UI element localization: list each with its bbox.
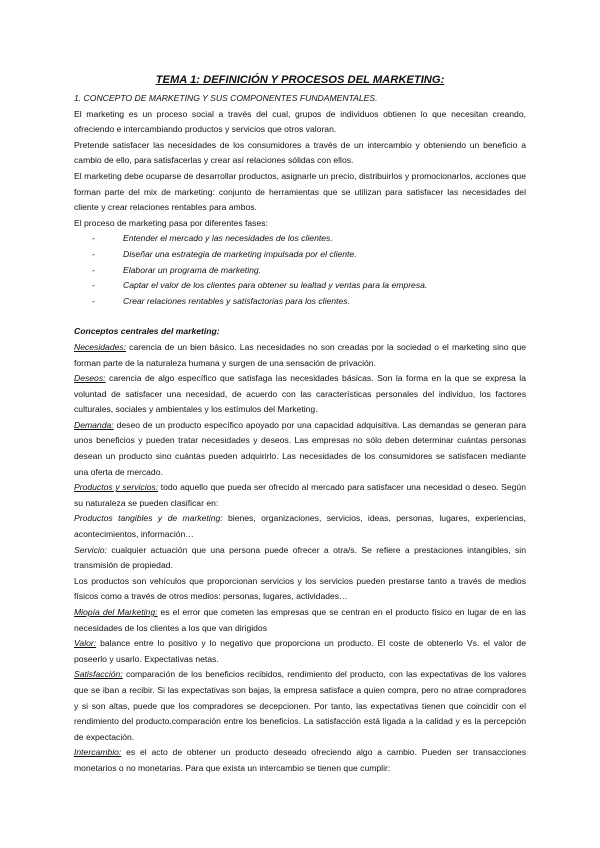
term-satisfaction: Satisfacción: bbox=[74, 669, 123, 680]
list-item-text: Entender el mercado y las necesidades de los clientes. bbox=[123, 233, 333, 244]
definition-demand: deseo de un producto específico apoyado por una capacidad adquisitiva. Las demandas se generan para unos beneficios y pueden tratar necesidades y deseos. Las empresas no sólo deben determinar cuántas personas desean un producto sino cuántas pueden adquirirlo. Las necesidades de los consumidores se satisfacen mediante una oferta de mercado. bbox=[74, 419, 526, 477]
spacer bbox=[74, 309, 526, 324]
list-item-text: Diseñar una estrategia de marketing impulsada por el cliente. bbox=[123, 248, 357, 259]
concept-value bbox=[74, 636, 526, 667]
definition-service: cualquier actuación que una persona puede ofrecer a otra/s. Se refiere a prestaciones intangibles, sin transmisión de propiedad. bbox=[74, 544, 526, 571]
term-demand: Demanda: bbox=[74, 419, 114, 430]
paragraph-1: El marketing es un proceso social a través del cual, grupos de individuos obtienen lo que necesitan creando, ofreciendo e intercambiando productos y servicios que otros valoran. bbox=[74, 108, 526, 135]
list-item bbox=[92, 294, 526, 310]
paragraph-4: El proceso de marketing pasa por diferentes fases: bbox=[74, 217, 268, 228]
definition-satisfaction: comparación de los beneficios recibidos, rendimiento del producto, con las expectativas de los valores que se iban a recibir. Si las expectativas son bajas, la empresa satisface a quien compra, pero no atrae compradores y si son altas, puede que los compradores se decepcionen. Por tanto, las expectativas tienen que coincidir con el rendimiento del producto.comparación entre los beneficios. La satisfacción está ligada a la calidad y es la percepción de expectación. bbox=[74, 669, 526, 742]
list-bullet: - bbox=[92, 295, 95, 306]
list-bullet: - bbox=[92, 264, 95, 275]
definition-value: balance entre lo positivo y lo negativo que proporciona un producto. El coste de obtenerlo Vs. el valor de poseerlo y usarlo. Expectativas netas. bbox=[74, 638, 526, 664]
doc-subtitle: 1. CONCEPTO DE MARKETING Y SUS COMPONENTES FUNDAMENTALES. bbox=[74, 93, 378, 103]
paragraph-3: El marketing debe ocuparse de desarrollar productos, asignarle un precio, distribuirlos y promocionarlos, acciones que forman parte del mix de marketing: conjunto de herramientas que se utilizan para satisfacer las necesidades del cliente y crear relaciones rentables para ambos. bbox=[74, 170, 526, 213]
concept-wants bbox=[74, 371, 526, 418]
list-item-text: Crear relaciones rentables y satisfactorias para los clientes. bbox=[123, 295, 350, 306]
list-item bbox=[92, 263, 526, 279]
phases-list bbox=[74, 231, 526, 309]
definition-tangible: bienes, organizaciones, servicios, ideas, personas, lugares, experiencias, acontecimientos, información… bbox=[74, 513, 526, 540]
list-item-text: Captar el valor de los clientes para obtener su lealtad y ventas para la empresa. bbox=[123, 280, 428, 291]
list-item bbox=[92, 247, 526, 263]
paragraph-products-vehicles: Los productos son vehículos que proporcionan servicios y los servicios pueden prestarse tanto a través de medios físicos como a través de otros medios: personas, lugares, actividades… bbox=[74, 575, 526, 602]
concept-exchange bbox=[74, 745, 526, 776]
term-myopia: Miopía del Marketing: bbox=[74, 607, 158, 617]
document-page bbox=[74, 72, 526, 777]
definition-myopia: es el error que cometen las empresas que se centran en el producto físico en lugar de en las necesidades de los clientes a los que van dirigidos bbox=[74, 607, 526, 633]
term-products: Productos y servicios: bbox=[74, 482, 159, 493]
list-bullet: - bbox=[92, 248, 95, 259]
list-item-text: Elaborar un programa de marketing. bbox=[123, 264, 262, 275]
term-service: Servicio: bbox=[74, 544, 107, 555]
concept-tangible bbox=[74, 511, 526, 542]
definition-wants: carencia de algo específico que satisfaga las necesidades básicas. Son la forma en la que se expresa la voluntad de satisfacer una necesidad, de acuerdo con las características personales del individuo, los factores culturales, sociales y ambientales y los estímulos del Marketing. bbox=[74, 373, 526, 415]
term-needs: Necesidades: bbox=[74, 341, 127, 352]
term-exchange: Intercambio: bbox=[74, 747, 122, 758]
concept-products bbox=[74, 480, 526, 511]
list-item bbox=[92, 278, 526, 294]
concept-satisfaction bbox=[74, 667, 526, 745]
list-item bbox=[92, 231, 526, 247]
definition-exchange: es el acto de obtener un producto deseado ofreciendo algo a cambio. Pueden ser transacciones monetarios o no monetarias. Para que exista un intercambio se tienen que cumplir: bbox=[74, 747, 526, 773]
concept-needs bbox=[74, 340, 526, 371]
term-value: Valor: bbox=[74, 638, 97, 649]
list-bullet: - bbox=[92, 233, 95, 244]
concept-demand bbox=[74, 418, 526, 480]
list-bullet: - bbox=[92, 280, 95, 291]
term-tangible: Productos tangibles y de marketing: bbox=[74, 513, 223, 524]
concept-service bbox=[74, 543, 526, 574]
definition-needs: carencia de un bien básico. Las necesidades no son creadas por la sociedad o el marketing sino que forman parte de la naturaleza humana y surgen de una sensación de privación. bbox=[74, 341, 526, 368]
concept-myopia bbox=[74, 605, 526, 636]
paragraph-2: Pretende satisfacer las necesidades de los consumidores a través de un intercambio y obteniendo un beneficio a cambio de ello, para satisfacerlas y crear así relaciones sólidas con ellos. bbox=[74, 139, 526, 166]
concepts-heading: Conceptos centrales del marketing: bbox=[74, 326, 220, 337]
term-wants: Deseos: bbox=[74, 373, 106, 384]
definition-products: todo aquello que pueda ser ofrecido al mercado para satisfacer una necesidad o deseo. Según su naturaleza se pueden clasificar en: bbox=[74, 482, 526, 508]
doc-title: TEMA 1: DEFINICIÓN Y PROCESOS DEL MARKETING: bbox=[155, 74, 445, 86]
